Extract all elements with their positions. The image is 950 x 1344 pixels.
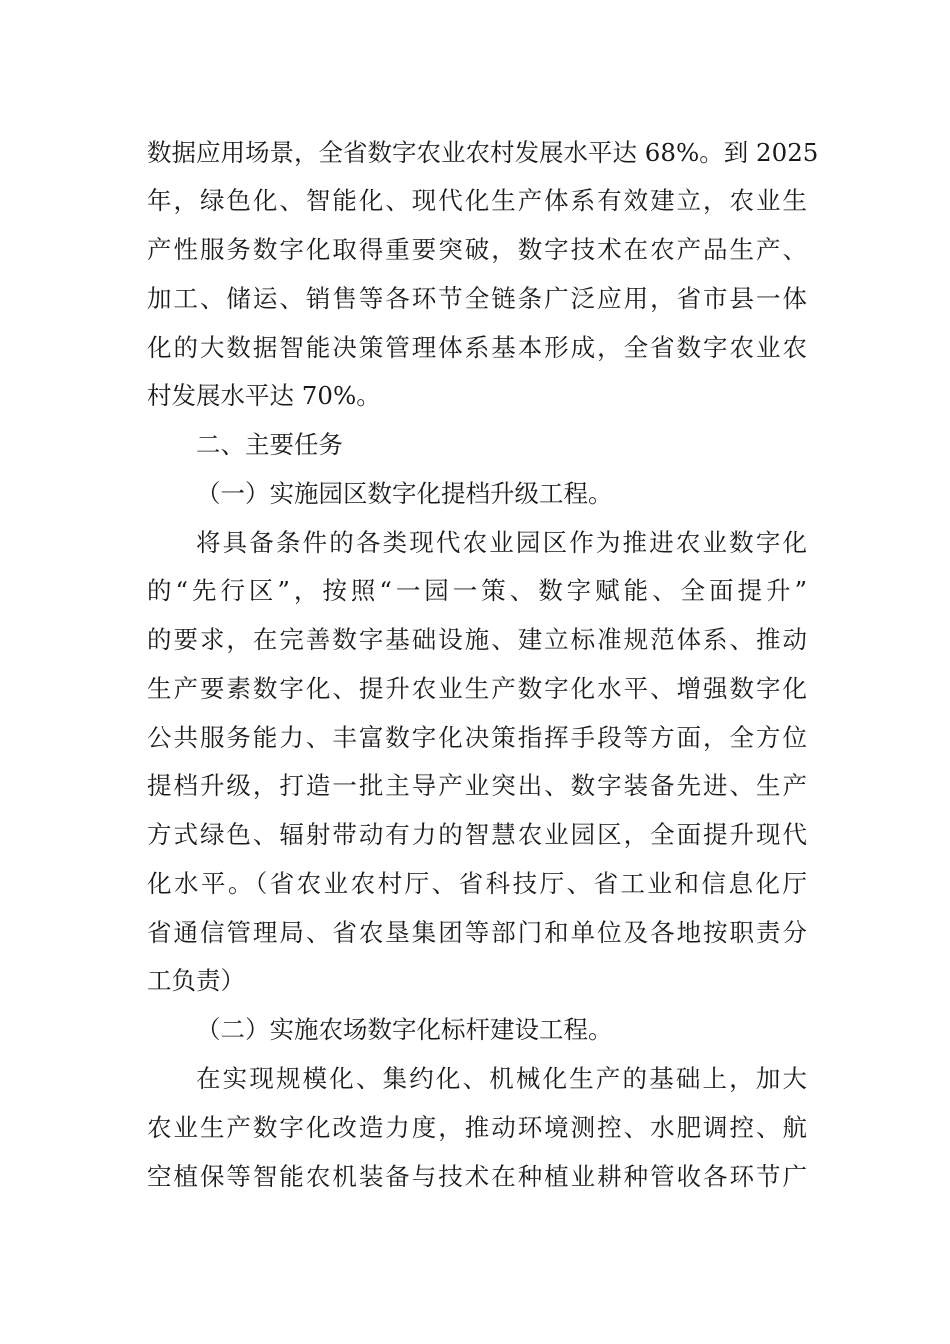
text-line: 方式绿色、辐射带动有力的智慧农业园区，全面提升现代 [147, 820, 807, 849]
subsection-heading: （二）实施农场数字化标杆建设工程。 [196, 1015, 613, 1044]
text-line: 空植保等智能农机装备与技术在种植业耕种管收各环节广 [147, 1162, 807, 1191]
text-line: 年，绿色化、智能化、现代化生产体系有效建立，农业生 [147, 186, 807, 215]
text-line: 省通信管理局、省农垦集团等部门和单位及各地按职责分 [147, 918, 807, 947]
text-line: 提档升级，打造一批主导产业突出、数字装备先进、生产 [147, 771, 807, 800]
text-line: 数据应用场景，全省数字农业农村发展水平达 68%。到 2025 [147, 138, 819, 167]
text-line: 村发展水平达 70%。 [147, 381, 381, 410]
text-line: 生产要素数字化、提升农业生产数字化水平、增强数字化 [147, 674, 807, 703]
paragraph-first-line: 将具备条件的各类现代农业园区作为推进农业数字化 [196, 528, 807, 557]
text-line: 的“先行区”，按照“一园一策、数字赋能、全面提升” [147, 576, 807, 605]
section-heading: 二、主要任务 [196, 430, 343, 459]
text-line: 产性服务数字化取得重要突破，数字技术在农产品生产、 [147, 235, 807, 264]
text-line: 的要求，在完善数字基础设施、建立标准规范体系、推动 [147, 625, 807, 654]
text-line: 化的大数据智能决策管理体系基本形成，全省数字农业农 [147, 333, 807, 362]
text-line: 化水平。（省农业农村厅、省科技厅、省工业和信息化厅 [147, 869, 807, 898]
text-line: 公共服务能力、丰富数字化决策指挥手段等方面，全方位 [147, 723, 807, 752]
paragraph-first-line: 在实现规模化、集约化、机械化生产的基础上，加大 [196, 1064, 807, 1093]
text-line: 农业生产数字化改造力度，推动环境测控、水肥调控、航 [147, 1113, 807, 1142]
text-line: 工负责） [147, 966, 245, 995]
subsection-heading: （一）实施园区数字化提档升级工程。 [196, 479, 613, 508]
text-line: 加工、储运、销售等各环节全链条广泛应用，省市县一体 [147, 284, 807, 313]
